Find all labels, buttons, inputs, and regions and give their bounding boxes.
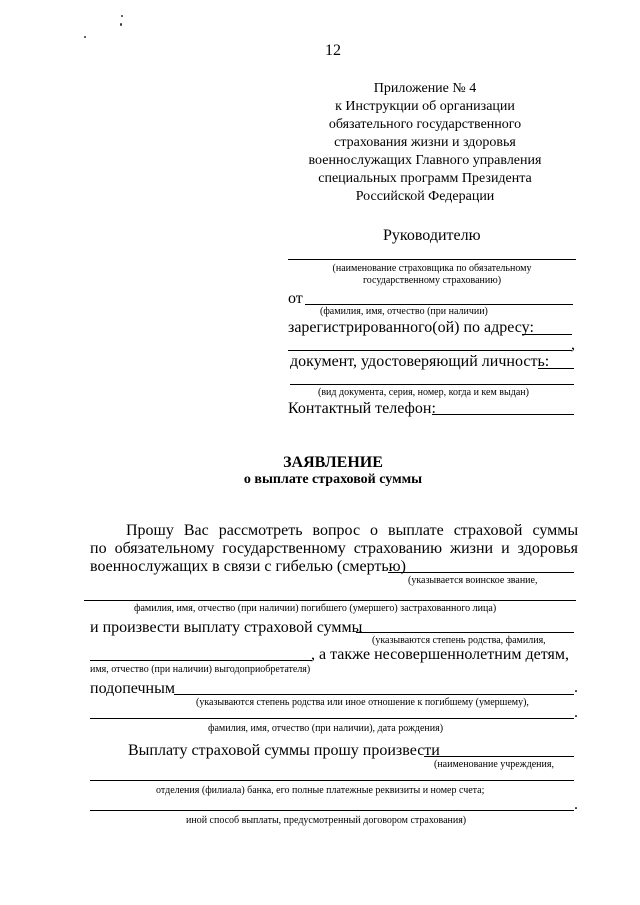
rank-hint: (указывается воинское звание, (408, 575, 538, 586)
id-document-hint: (вид документа, серия, номер, когда и кем выдан) (318, 387, 529, 398)
scan-speck (120, 23, 122, 26)
scan-speck (121, 15, 123, 17)
relation-hint: (указываются степень родства или иное отношение к погибшему (умершему), (196, 697, 529, 708)
deceased-field-line (84, 600, 576, 601)
appendix-line: к Инструкции об организации (335, 99, 515, 114)
from-field-line (305, 304, 573, 305)
deceased-hint: фамилия, имя, отчество (при наличии) погибшего (умершего) застрахованного лица) (134, 603, 497, 614)
wards-field-line (174, 694, 574, 695)
other-method-hint: иной способ выплаты, предусмотренный договором страхования) (186, 815, 467, 826)
insurer-hint (288, 263, 576, 287)
dob-period: . (574, 704, 578, 721)
id-document-field-line (538, 368, 574, 369)
appendix-line: страхования жизни и здоровья (334, 135, 516, 150)
address-label: зарегистрированного(ой) по адресу: (288, 319, 534, 336)
dob-field-line (90, 718, 574, 719)
address-field-line-2 (288, 350, 572, 351)
phone-label: Контактный телефон: (288, 400, 436, 417)
request-line-1: Прошу Вас рассмотреть вопрос о выплате страховой суммы (126, 522, 579, 539)
beneficiary-field-line (90, 660, 312, 661)
from-label: от (288, 290, 303, 307)
bank-field-line (90, 780, 574, 781)
appendix-line: военнослужащих Главного управления (308, 153, 542, 168)
phone-field-line (432, 414, 574, 415)
rank-field-line (388, 572, 574, 573)
scan-speck (84, 36, 86, 38)
bank-hint: отделения (филиала) банка, его полные платежные реквизиты и номер счета; (156, 785, 485, 796)
institution-field-line (424, 756, 574, 757)
request-line-2: по обязательному государственному страхованию жизни и здоровья (90, 540, 579, 557)
id-document-label: документ, удостоверяющий личность: (290, 353, 550, 370)
beneficiary-hint: имя, отчество (при наличии) выгодоприобретателя) (90, 664, 311, 675)
address-field-line (522, 334, 572, 335)
id-document-field-line-2 (290, 384, 574, 385)
appendix-line: Российской Федерации (355, 189, 495, 204)
insurer-hint-line: (наименование страховщика по обязательному (332, 263, 532, 274)
address-comma: , (571, 336, 575, 353)
document-title: ЗАЯВЛЕНИЕ (283, 454, 383, 471)
appendix-block (295, 80, 555, 206)
appendix-line: Приложение № 4 (373, 81, 477, 96)
other-method-period: . (574, 796, 578, 813)
payment-method-label: Выплату страховой суммы прошу произвести (128, 742, 440, 759)
insurer-hint-line: государственному страхованию) (362, 275, 502, 286)
kinship-field-line (356, 632, 574, 633)
request-line-3: военнослужащих в связи с гибелью (смертью) (90, 558, 406, 575)
page-number: 12 (325, 42, 341, 59)
fio-hint: (фамилия, имя, отчество (при наличии) (320, 306, 488, 317)
kinship-hint: (указываются степень родства, фамилия, (372, 635, 546, 646)
other-method-field-line (90, 810, 574, 811)
document-subtitle: о выплате страховой суммы (243, 472, 423, 487)
addressee-label: Руководителю (383, 227, 481, 244)
institution-hint: (наименование учреждения, (434, 759, 554, 770)
wards-period: . (574, 679, 578, 696)
insurer-field-line (288, 259, 576, 260)
appendix-line: специальных программ Президента (318, 171, 532, 186)
wards-label: подопечным (90, 680, 175, 697)
payment-line: и произвести выплату страховой суммы (90, 619, 363, 636)
minors-text: , а также несовершеннолетним детям, (311, 646, 570, 663)
appendix-line: обязательного государственного (328, 117, 522, 132)
dob-hint: фамилия, имя, отчество (при наличии), дата рождения) (208, 723, 444, 734)
